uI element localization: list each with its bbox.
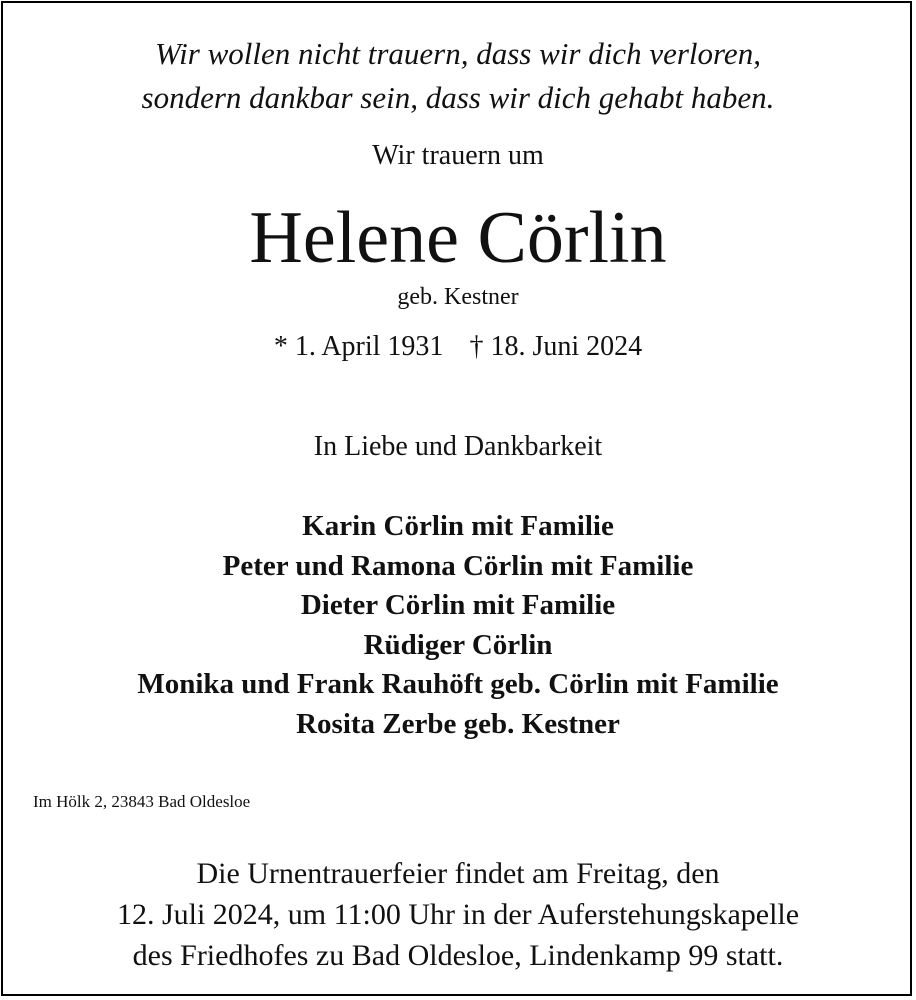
mourner-line: Rosita Zerbe geb. Kestner [296, 707, 620, 740]
family-address: Im Hölk 2, 23843 Bad Oldesloe [33, 792, 251, 811]
life-dates [0, 330, 916, 364]
birth-name: geb. Kestner [397, 284, 519, 310]
mourner-line: Dieter Cörlin mit Familie [300, 589, 616, 621]
death-date: † 18. Juni 2024 [469, 331, 643, 362]
mourning-intro: Wir trauern um [372, 140, 544, 171]
mourner-line: Karin Cörlin mit Familie [302, 510, 614, 542]
service-line: Die Urnentrauerfeier findet am Freitag, den [196, 857, 720, 890]
mourners-list [0, 507, 916, 744]
quote-line: Wir wollen nicht trauern, dass wir dich verloren, [155, 36, 761, 71]
funeral-service-info [0, 853, 916, 976]
service-line: 12. Juli 2024, um 11:00 Uhr in der Auferstehungskapelle [116, 898, 800, 931]
mourner-line: Rüdiger Cörlin [363, 628, 553, 661]
birth-date: * 1. April 1931 [273, 331, 444, 362]
memorial-quote [0, 32, 916, 120]
quote-line: sondern dankbar sein, dass wir dich gehabt haben. [141, 80, 775, 115]
service-line: des Friedhofes zu Bad Oldesloe, Lindenkamp 99 statt. [132, 939, 784, 972]
closing-phrase: In Liebe und Dankbarkeit [313, 431, 603, 462]
deceased-name: Helene Cörlin [249, 197, 667, 279]
mourner-line: Monika und Frank Rauhöft geb. Cörlin mit Familie [137, 668, 779, 700]
mourner-line: Peter und Ramona Cörlin mit Familie [222, 549, 694, 582]
